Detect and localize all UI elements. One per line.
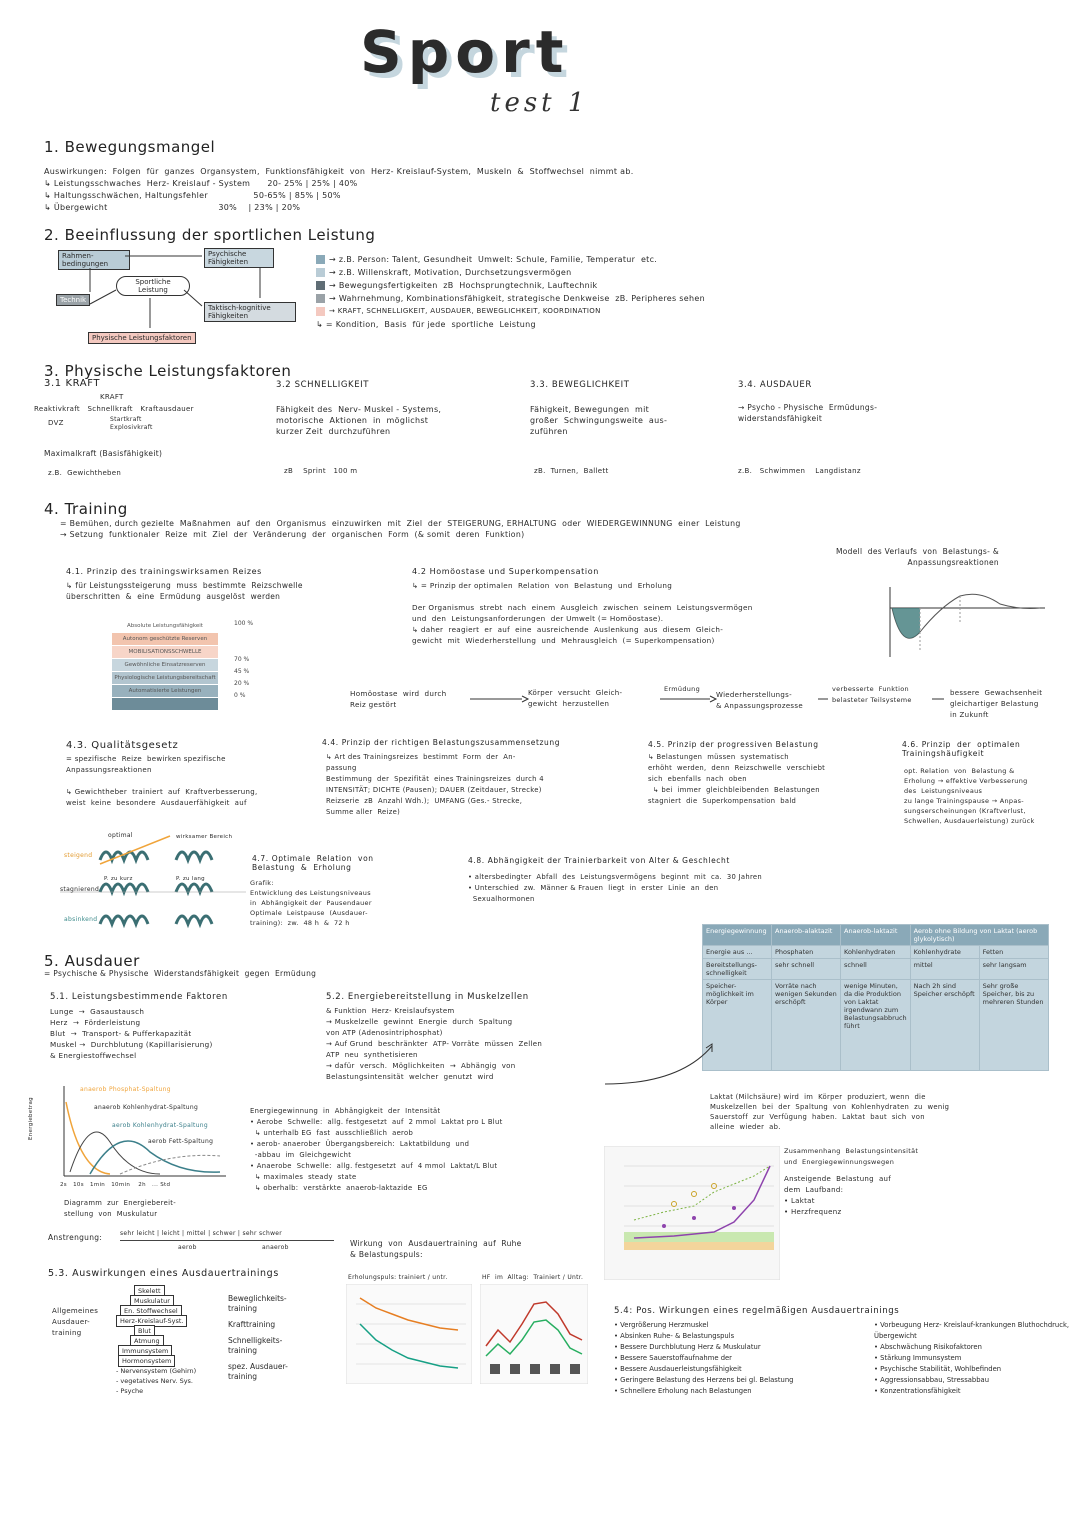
pyramid-row: Physiologische Leistungsbereitschaft — [112, 672, 218, 685]
p48-text: • altersbedingter Abfall des Leistungsvermögens beginnt mit ca. 30 Jahren • Unterschied zw. Männer & Frauen liegt in erster Linie an den Sexualhormonen — [468, 873, 763, 903]
tree-right-item: Schnelligkeits-training — [228, 1336, 283, 1355]
tree-root: Allgemeines Ausdauer-training — [52, 1307, 99, 1337]
tree-item-label: Atmung — [130, 1335, 164, 1347]
table-cell: Energie aus ... — [703, 946, 772, 959]
table-header: Anaerob-alaktazit — [772, 925, 841, 946]
s1-line-3: ↳ Haltungsschwächen, Haltungsfehler 50-65% | 85% | 50% — [44, 191, 341, 200]
p51-text: Lunge → Gasaustausch Herz → Förderleistung Blut → Transport- & Pufferkapazität Muskel → Durchblutung (Kapillarisierung) & Energiestoffwechsel — [50, 1007, 213, 1060]
legend-text: → Bewegungsfertigkeiten zB Hochsprungtechnik, Lauftechnik — [329, 281, 598, 290]
anstrengung-label: Anstrengung: — [48, 1233, 103, 1242]
kraft-kinds: Reaktivkraft Schnellkraft Kraftausdauer — [34, 405, 194, 413]
table-cell: Fetten — [979, 946, 1048, 959]
pct: 0 % — [234, 692, 246, 699]
s1-line-1: Auswirkungen: Folgen für ganzes Organsystem, Funktionsfähigkeit von Herz- Kreislauf-System, Muskeln & Stoffwechsel nimmt ab. — [44, 167, 634, 176]
list-item: • Vergrößerung Herzmuskel — [614, 1320, 793, 1331]
table-cell: Bereitstellungs-schnelligkeit — [703, 959, 772, 980]
pct: 100 % — [234, 620, 254, 627]
wave-steigend: steigend — [64, 852, 93, 859]
list-item: • Aggressionsabbau, Stressabbau — [874, 1375, 1070, 1386]
p53-title: 5.3. Auswirkungen eines Ausdauertrainings — [48, 1268, 279, 1279]
table-cell: Vorräte nach wenigen Sekunden erschöpft — [772, 980, 841, 1071]
tree-item-label: Immunsystem — [118, 1345, 172, 1357]
diag-label-kohle1: anaerob Kohlenhydrat-Spaltung — [94, 1104, 199, 1111]
schnell-text: Fähigkeit des Nerv- Muskel - Systems, motorische Aktionen in möglichst kurzer Zeit durchzuführen — [276, 405, 442, 436]
hf-alltag-label: HF im Alltag: Trainiert / Untr. — [482, 1274, 584, 1281]
legend-text: → Wahrnehmung, Kombinationsfähigkeit, strategische Denkweise zB. Peripheres sehen — [329, 294, 705, 303]
pyramid-row: MOBILISATIONSSCHWELLE — [112, 646, 218, 659]
legend-swatch — [316, 281, 325, 290]
flow-step-4: Wiederherstellungs- & Anpassungsprozesse — [716, 691, 803, 710]
page-subtitle: test 1 — [490, 88, 589, 118]
flow-step-3: Ermüdung — [664, 685, 701, 693]
table-row — [703, 946, 1049, 959]
legend-swatch — [316, 255, 325, 264]
tree-item: - Psyche — [116, 1387, 144, 1395]
curve-arrow — [600, 1040, 720, 1090]
box-physische: Physische Leistungsfaktoren — [88, 332, 196, 344]
anstieg-text: Ansteigende Belastung auf dem Laufband: • Laktat • Herzfrequenz — [784, 1175, 892, 1216]
wave-kurz: P. zu kurz — [104, 876, 133, 882]
p43-title: 4.3. Qualitätsgesetz — [66, 740, 179, 751]
p44-title: 4.4. Prinzip der richtigen Belastungszusammensetzung — [322, 738, 561, 747]
anstrengung-anaerob: anaerob — [262, 1244, 289, 1251]
section-2-heading: 2. Beeinflussung der sportlichen Leistung — [44, 226, 376, 244]
box-taktisch: Taktisch-kognitive Fähigkeiten — [204, 302, 296, 322]
schnell-example: zB Sprint 100 m — [284, 467, 358, 475]
legend-swatch — [316, 307, 325, 316]
table-row — [703, 980, 1049, 1071]
legend-text: → z.B. Willenskraft, Motivation, Durchsetzungsvermögen — [329, 268, 572, 277]
p52-text: & Funktion Herz- Kreislaufsystem → Muskelzelle gewinnt Energie durch Spaltung von ATP (Adenosintriphosphat) → Auf Grund beschränkter ATP- Vorräte müssen Zellen ATP neu synthetisieren → dafür versch. Möglichkeiten → Abhängig von Belastungsintensität welcher genutzt wird — [326, 1007, 543, 1081]
leistungs-pyramide — [112, 620, 218, 711]
table-header: Energiegewinnung — [703, 925, 772, 946]
section-1-heading: 1. Bewegungsmangel — [44, 138, 216, 156]
pct — [234, 632, 253, 644]
superkompensation-graph — [880, 582, 1050, 662]
laktat-text: Laktat (Milchsäure) wird im Körper produziert, wenn die Muskelzellen bei der Spaltung von Kohlenhydraten zu wenig Sauerstoff zur Verfügung haben. Laktat baut sich von alleine wieder ab. — [710, 1093, 950, 1131]
pyramid-row: Absolute Leistungsfähigkeit — [112, 620, 218, 633]
model-title: Modell des Verlaufs von Belastungs- & Anpassungsreaktionen — [836, 547, 999, 567]
p42-text: ↳ = Prinzip der optimalen Relation von Belastung und Erholung Der Organismus strebt nach einem Ausgleich zwischen seinem Leistungsvermögen und den Leistungsanforderungen der Umwelt (= Homöostase). ↳ daher reagiert er auf eine ausreichende Auslenkung aus diesem Gleich- gewicht mit Wiederherstellung und Mehrausgleich (= Superkompensation) — [412, 581, 753, 645]
tree-right-item: Beweglichkeits-training — [228, 1294, 287, 1313]
table-header: Aerob ohne Bildung von Laktat (aerob glykolytisch) — [910, 925, 1048, 946]
flow-step-2: Körper versucht Gleich- gewicht herzustellen — [528, 689, 623, 708]
kraft-dvz: DVZ — [48, 419, 64, 427]
tree-right — [228, 1294, 308, 1382]
pct: 45 % — [234, 668, 250, 675]
legend-item — [316, 254, 705, 265]
ausdauer-title: 3.4. AUSDAUER — [738, 380, 812, 390]
legend-swatch — [316, 294, 325, 303]
p46-title: 4.6. Prinzip der optimalen Trainingshäufigkeit — [902, 740, 1021, 758]
tree-item-label: Skelett — [134, 1285, 165, 1297]
table-cell: Phosphaten — [772, 946, 841, 959]
tree-item-label: Muskulatur — [130, 1295, 174, 1307]
tree-item: - Nervensystem (Gehirn) — [116, 1367, 197, 1375]
table-header-row — [703, 925, 1049, 946]
hf-alltag-chart — [480, 1284, 588, 1384]
p51-title: 5.1. Leistungsbestimmende Faktoren — [50, 992, 228, 1002]
s2-arrows — [50, 244, 310, 344]
section-5-heading: 5. Ausdauer — [44, 952, 140, 970]
beweg-title: 3.3. BEWEGLICHKEIT — [530, 380, 630, 390]
box-psychische-faehigkeiten: Psychische Fähigkeiten — [204, 248, 274, 268]
list-item: • Abschwächung Risikofaktoren — [874, 1342, 1070, 1353]
wave-lang: P. zu lang — [176, 876, 205, 882]
table-cell: sehr schnell — [772, 959, 841, 980]
wave-optimal: optimal — [108, 832, 133, 839]
list-item: • Absinken Ruhe- & Belastungspuls — [614, 1331, 793, 1342]
legend-item — [316, 319, 705, 330]
list-item: • Schnellere Erholung nach Belastungen — [614, 1386, 793, 1397]
flow-step-6: bessere Gewachsenheit gleichartiger Belastung in Zukunft — [950, 689, 1043, 719]
section-4-heading: 4. Training — [44, 500, 128, 518]
legend-swatch — [316, 268, 325, 277]
pyramid-row: Autonom geschützte Reserven — [112, 633, 218, 646]
anstrengung-aerob: aerob — [178, 1244, 197, 1251]
tree-item — [116, 1316, 196, 1326]
kraft-example: z.B. Gewichtheben — [48, 469, 122, 477]
list-item: • Geringere Belastung des Herzens bei gl. Belastung — [614, 1375, 793, 1386]
diag-caption: Diagramm zur Energiebereit- stellung von Muskulatur — [64, 1199, 176, 1218]
tree-items — [116, 1286, 196, 1396]
pct — [234, 644, 253, 656]
p48-title: 4.8. Abhängigkeit der Trainierbarkeit von Alter & Geschlecht — [468, 856, 730, 865]
s2-legend — [316, 254, 705, 330]
list-item: • Vorbeugung Herz- Kreislauf-krankungen Bluthochdruck, Übergewicht — [874, 1320, 1070, 1342]
pyramid-row — [112, 698, 218, 711]
legend-text: ↳ = Kondition, Basis für jede sportliche Leistung — [316, 320, 536, 329]
ausdauer-example: z.B. Schwimmen Langdistanz — [738, 467, 861, 475]
p54-right-list — [874, 1320, 1070, 1397]
table-cell: Sehr große Speicher, bis zu mehreren Stunden — [979, 980, 1048, 1071]
tree-item-label: En. Stoffwechsel — [120, 1305, 182, 1317]
p41-title: 4.1. Prinzip des trainingswirksamen Reizes — [66, 567, 262, 576]
p47-title: 4.7. Optimale Relation von Belastung & Erholung — [252, 854, 374, 872]
p47-text: Grafik: Entwicklung des Leistungsniveaus in Abhängigkeit der Pausendauer Optimale Leistpause (Ausdauer- training): zw. 48 h & 72 h — [250, 879, 372, 927]
pct: 70 % — [234, 656, 250, 663]
section-3-heading: 3. Physische Leistungsfaktoren — [44, 362, 292, 380]
diag-label-fett: aerob Fett-Spaltung — [148, 1138, 214, 1145]
flow-step-1: Homöostase wird durch Reiz gestört — [350, 689, 447, 709]
p45-text: ↳ Belastungen müssen systematisch erhöht werden, denn Reizschwelle verschiebt sich ebenfalls nach oben ↳ bei immer gleichbleibenden Belastungen stagniert die Superkompensation bald — [648, 753, 826, 805]
kraft-max: Maximalkraft (Basisfähigkeit) — [44, 449, 163, 458]
wave-wirksamer: wirksamer Bereich — [176, 834, 233, 840]
erholungspuls-label: Erholungspuls: trainiert / untr. — [348, 1274, 448, 1281]
pyramid-row: Gewöhnliche Einsatzreserven — [112, 659, 218, 672]
p44-text: ↳ Art des Trainingsreizes bestimmt Form der An- passung Bestimmung der Spezifität eines Trainingsreizes durch 4 INTENSITÄT; DICHTE (Pausen); DAUER (Zeitdauer, Strecke) Reizserie zB Anzahl Wdh.); UMFANG (Ges.- Strecke, Summe aller Reize) — [326, 753, 544, 816]
tree-right-item: Krafttraining — [228, 1320, 276, 1329]
s1-line-4: ↳ Übergewicht 30% | 23% | 20% — [44, 203, 301, 212]
pyramid-row: Automatisierte Leistungen — [112, 685, 218, 698]
tree-item-label: Blut — [134, 1325, 155, 1337]
ausdauer-definition: = Psychische & Physische Widerstandsfähigkeit gegen Ermüdung — [44, 969, 317, 978]
kraft-sub: Startkraft Explosivkraft — [110, 416, 153, 431]
p54-title: 5.4: Pos. Wirkungen eines regelmäßigen Ausdauertrainings — [614, 1306, 900, 1316]
box-sportliche-leistung: Sportliche Leistung — [116, 276, 190, 296]
legend-text: → KRAFT, SCHNELLIGKEIT, AUSDAUER, BEWEGLICHKEIT, KOORDINATION — [329, 307, 601, 315]
table-cell: wenige Minuten, da die Produktion von Laktat irgendwann zum Belastungsabbruch führt — [841, 980, 911, 1071]
list-item: • Konzentrationsfähigkeit — [874, 1386, 1070, 1397]
diag-ylabel: Energiebetrag — [28, 1097, 34, 1140]
energie-tabelle — [702, 924, 1049, 1071]
schnell-title: 3.2 SCHNELLIGKEIT — [276, 380, 370, 390]
p42-title: 4.2 Homöostase und Superkompensation — [412, 567, 599, 576]
legend-item — [316, 306, 705, 317]
table-cell: Kohlenhydrate — [910, 946, 979, 959]
flow-arrows — [470, 692, 950, 706]
anstrengung-line — [120, 1240, 334, 1241]
tree-item — [118, 1356, 196, 1366]
s1-line-2: ↳ Leistungsschwaches Herz- Kreislauf - System 20- 25% | 25% | 40% — [44, 179, 358, 188]
pct: 20 % — [234, 680, 250, 687]
training-definition: = Bemühen, durch gezielte Maßnahmen auf den Organismus einzuwirken mit Ziel der STEIGERUNG, ERHALTUNG oder WIEDERGEWINNUNG einer Leistung → Setzung funktionaler Reize mit Ziel der Veränderung der organischen Form (& somit deren Funktion) — [60, 519, 741, 539]
table-cell: schnell — [841, 959, 911, 980]
table-cell: Speicher-möglichkeit im Körper — [703, 980, 772, 1071]
flow-step-5: verbesserte Funktion belasteter Teilsysteme — [832, 685, 912, 704]
p41-text: ↳ für Leistungssteigerung muss bestimmte Reizschwelle überschritten & eine Ermüdung ausgelöst werden — [66, 581, 303, 601]
diag-label-anaerob: anaerob Phosphat-Spaltung — [80, 1086, 171, 1093]
zusammenhang-text: Zusammenhang Belastungsintensität und Energiegewinnungswegen — [784, 1147, 919, 1166]
energiebereitstellung-diagramm — [50, 1082, 230, 1182]
ausdauer-text: → Psycho - Physische Ermüdungs- widerstandsfähigkeit — [738, 403, 878, 423]
pyramid-percentages — [234, 620, 253, 704]
table-cell: Kohlenhydraten — [841, 946, 911, 959]
anstrengung-scale: sehr leicht | leicht | mittel | schwer | sehr schwer — [120, 1230, 283, 1237]
p45-title: 4.5. Prinzip der progressiven Belastung — [648, 740, 819, 749]
tree-item: - vegetatives Nerv. Sys. — [116, 1377, 194, 1385]
list-item: • Psychische Stabilität, Wohlbefinden — [874, 1364, 1070, 1375]
tree-right-item: spez. Ausdauer-training — [228, 1362, 288, 1381]
list-item: • Bessere Ausdauerleistungsfähigkeit — [614, 1364, 793, 1375]
legend-item — [316, 280, 705, 291]
table-header: Anaerob-laktazit — [841, 925, 911, 946]
beweg-text: Fähigkeit, Bewegungen mit großer Schwingungsweite aus- zuführen — [530, 405, 668, 436]
beweg-example: zB. Turnen, Ballett — [534, 467, 609, 475]
wave-stagnierend: stagnierend — [60, 886, 100, 893]
wave-absinkend: absinkend — [64, 916, 98, 923]
energiegewinnung-text: Energiegewinnung in Abhängigkeit der Intensität • Aerobe Schwelle: allg. festgesetzt auf 2 mmol Laktat pro L Blut ↳ unterhalb EG fast ausschließlich aerob • aerob- anaerober Übergangsbereich: Laktatbildung und -abbau im Gleichgewicht • Anaerobe Schwelle: allg. festgesetzt auf 4 mmol Laktat/L Blut ↳ maximales steady state ↳ oberhalb: verstärkte anaerob-laktazide EG — [250, 1107, 503, 1192]
list-item: • Stärkung Immunsystem — [874, 1353, 1070, 1364]
table-cell: sehr langsam — [979, 959, 1048, 980]
erholungspuls-chart — [346, 1284, 472, 1384]
tree-item-label: Hormonsystem — [118, 1355, 175, 1367]
table-cell: Nach 2h sind Speicher erschöpft — [910, 980, 979, 1071]
p52-title: 5.2. Energiebereitstellung in Muskelzellen — [326, 992, 529, 1002]
legend-item — [316, 267, 705, 278]
p46-text: opt. Relation von Belastung & Erholung → effektive Verbesserung des Leistungsniveaus zu lange Trainingspause → Anpas- sungserscheinungen (Kraftverlust, Schwellen, Ausdauerleistung) zurück — [904, 767, 1035, 825]
list-item: • Bessere Durchblutung Herz & Muskulatur — [614, 1342, 793, 1353]
diag-xticks: 2s 10s 1min 10min 2h ... Std — [60, 1182, 171, 1188]
tree-item-label: Herz-Kreislauf-Syst. — [116, 1315, 187, 1327]
p54-left-list — [614, 1320, 793, 1397]
page-title: Sport — [360, 18, 570, 86]
laktat-chart — [604, 1146, 780, 1280]
diag-label-kohle2: aerob Kohlenhydrat-Spaltung — [112, 1122, 209, 1129]
table-row — [703, 959, 1049, 980]
box-rahmenbedingungen: Rahmen-bedingungen — [58, 250, 130, 270]
legend-text: → z.B. Person: Talent, Gesundheit Umwelt: Schule, Familie, Temperatur etc. — [329, 255, 658, 264]
table-cell: mittel — [910, 959, 979, 980]
kraft-title: 3.1 KRAFT — [44, 378, 101, 389]
legend-item — [316, 293, 705, 304]
list-item: • Bessere Sauerstoffaufnahme der — [614, 1353, 793, 1364]
box-technik: Technik — [56, 294, 90, 306]
wirkung-text: Wirkung von Ausdauertraining auf Ruhe & Belastungspuls: — [350, 1239, 522, 1259]
p43-text: = spezifische Reize bewirken spezifische Anpassungsreaktionen ↳ Gewichtheber trainiert auf Kraftverbesserung, weist keine besondere Ausdauerfähigkeit auf — [66, 755, 258, 807]
kraft-top: KRAFT — [100, 393, 124, 401]
